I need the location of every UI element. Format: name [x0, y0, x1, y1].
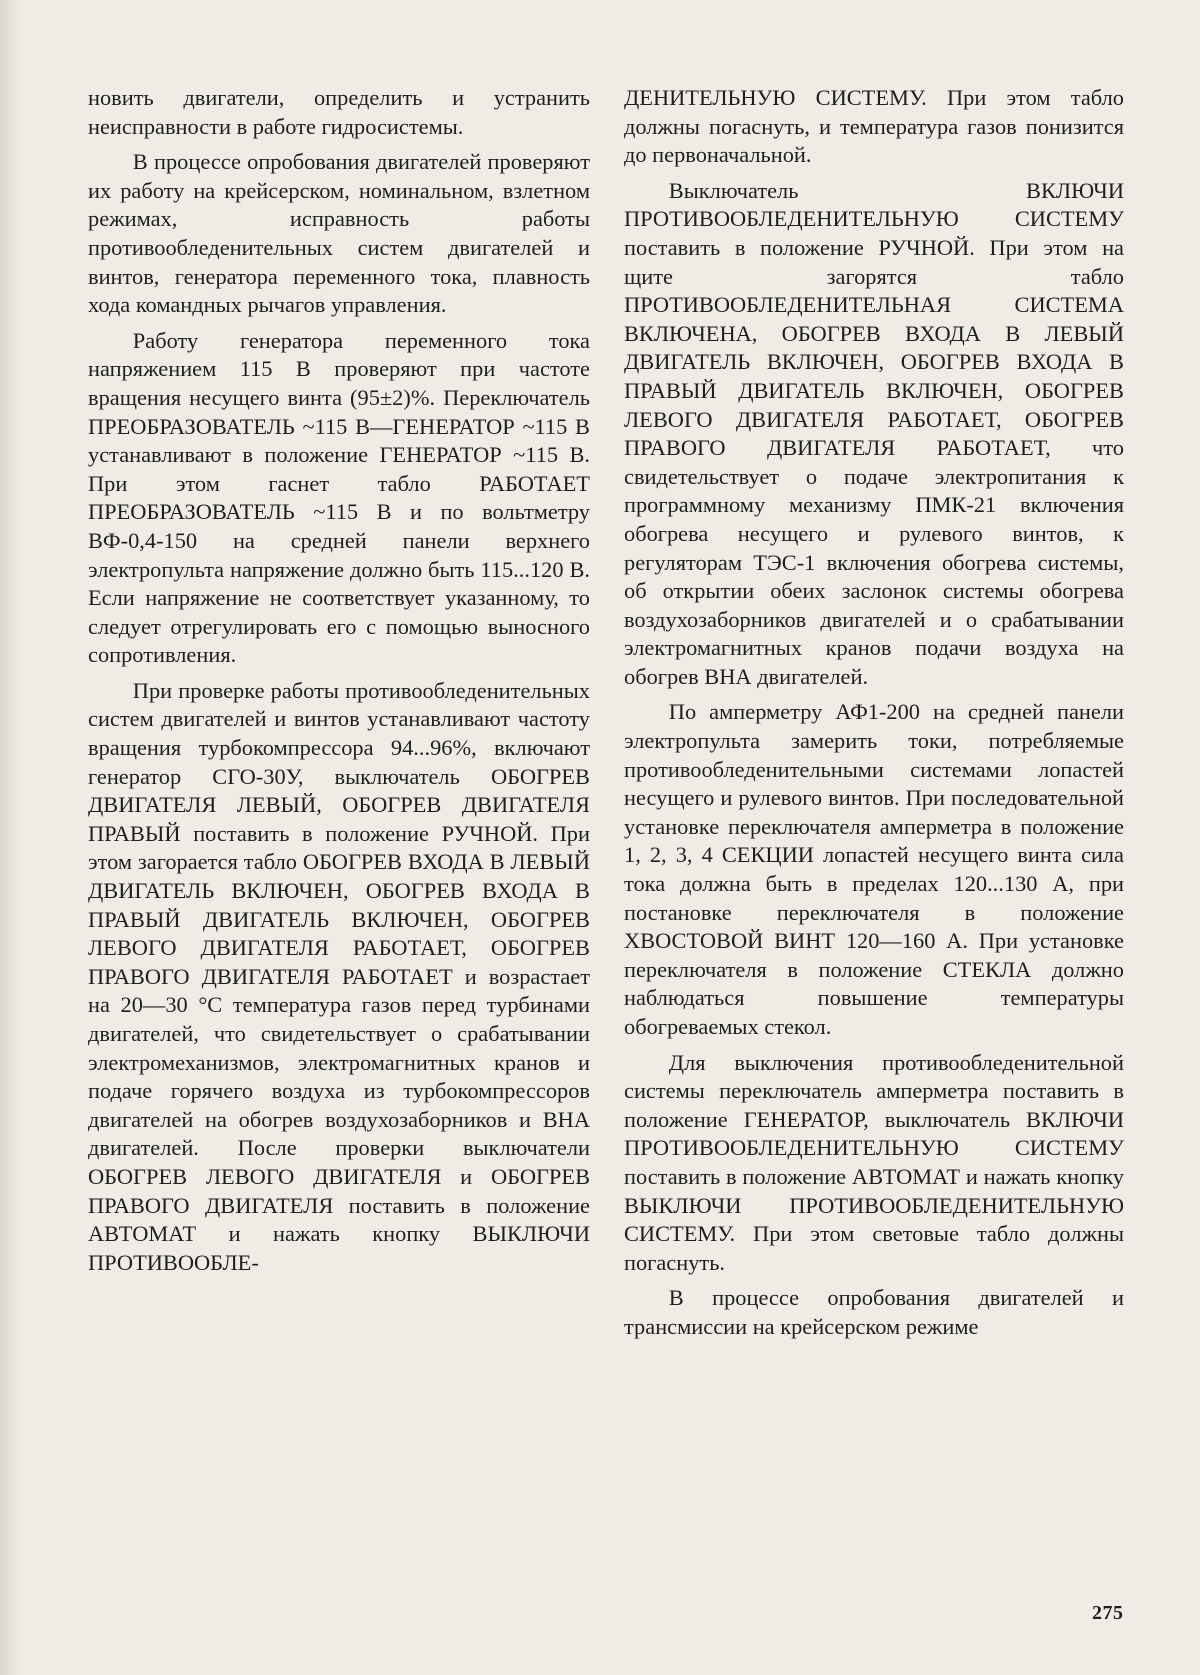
paragraph: В процессе опробования двигателей проверяют их работу на крейсерском, номинальном, взлетном режимах, исправность работы противообледенительных систем двигателей и винтов, генератора переменного тока, плавность хода командных рычагов управления. — [88, 149, 590, 318]
paragraph: Работу генератора переменного тока напряжением 115 В проверяют при частоте вращения несущего винта (95±2)%. Переключатель ПРЕОБРАЗОВАТЕЛЬ ~115 В—ГЕНЕРАТОР ~115 В устанавливают в положение ГЕНЕРАТОР ~115 В. При этом гаснет табло РАБОТАЕТ ПРЕОБРАЗОВАТЕЛЬ ~115 В и по вольтметру ВФ-0,4-150 на средней панели верхнего электропульта напряжение должно быть 115...120 В. Если напряжение не соответствует указанному, то следует отрегулировать его с помощью выносного сопротивления. — [88, 327, 590, 668]
right-column — [624, 84, 1124, 1349]
paragraph: Выключатель ВКЛЮЧИ ПРОТИВООБЛЕДЕНИТЕЛЬНУЮ СИСТЕМУ поставить в положение РУЧНОЙ. При этом на щите загорятся табло ПРОТИВООБЛЕДЕНИТЕЛЬНАЯ СИСТЕМА ВКЛЮЧЕНА, ОБОГРЕВ ВХОДА В ЛЕВЫЙ ДВИГАТЕЛЬ ВКЛЮЧЕН, ОБОГРЕВ ВХОДА В ПРАВЫЙ ДВИГАТЕЛЬ ВКЛЮЧЕН, ОБОГРЕВ ЛЕВОГО ДВИГАТЕЛЯ РАБОТАЕТ, ОБОГРЕВ ПРАВОГО ДВИГАТЕЛЯ РАБОТАЕТ, что свидетельствует о подаче электропитания к программному механизму ПМК-21 включения обогрева несущего и рулевого винтов, к регуляторам ТЭС-1 включения обогрева системы, об открытии обеих заслонок системы обогрева воздухозаборников двигателей и о срабатывании электромагнитных кранов подачи воздуха на обогрев ВНА двигателей. — [624, 177, 1124, 689]
paragraph: При проверке работы противообледенительных систем двигателей и винтов устанавливают частоту вращения турбокомпрессора 94...96%, включают генератор СГО-30У, выключатель ОБОГРЕВ ДВИГАТЕЛЯ ЛЕВЫЙ, ОБОГРЕВ ДВИГАТЕЛЯ ПРАВЫЙ поставить в положение РУЧНОЙ. При этом загорается табло ОБОГРЕВ ВХОДА В ЛЕВЫЙ ДВИГАТЕЛЬ ВКЛЮЧЕН, ОБОГРЕВ ВХОДА В ПРАВЫЙ ДВИГАТЕЛЬ ВКЛЮЧЕН, ОБОГРЕВ ЛЕВОГО ДВИГАТЕЛЯ РАБОТАЕТ, ОБОГРЕВ ПРАВОГО ДВИГАТЕЛЯ РАБОТАЕТ и возрастает на 20—30 °С температура газов перед турбинами двигателей, что свидетельствует о срабатывании электромеханизмов, электромагнитных кранов и подаче горячего воздуха из турбокомпрессоров двигателей на обогрев воздухозаборников и ВНА двигателей. После проверки выключатели ОБОГРЕВ ЛЕВОГО ДВИГАТЕЛЯ и ОБОГРЕВ ПРАВОГО ДВИГАТЕЛЯ поставить в положение АВТОМАТ и нажать кнопку ВЫКЛЮЧИ ПРОТИВООБЛЕ- — [88, 677, 590, 1275]
left-column — [88, 84, 590, 1284]
paragraph: Для выключения противообледенительной системы переключатель амперметра поставить в положение ГЕНЕРАТОР, выключатель ВКЛЮЧИ ПРОТИВООБЛЕДЕНИТЕЛЬНУЮ СИСТЕМУ поставить в положение АВТОМАТ и нажать кнопку ВЫКЛЮЧИ ПРОТИВООБЛЕДЕНИТЕЛЬНУЮ СИСТЕМУ. При этом световые табло должны погаснуть. — [624, 1049, 1124, 1275]
page-number: 275 — [1092, 1602, 1124, 1624]
paragraph: По амперметру АФ1-200 на средней панели электропульта замерить токи, потребляемые противообледенительными системами лопастей несущего и рулевого винтов. При последовательной установке переключателя амперметра в положение 1, 2, 3, 4 СЕКЦИИ лопастей несущего винта сила тока должна быть в пределах 120...130 А, при постановке переключателя в положение ХВОСТОВОЙ ВИНТ 120—160 А. При установке переключателя в положение СТЕКЛА должно наблюдаться повышение температуры обогреваемых стекол. — [624, 699, 1124, 1039]
paragraph: новить двигатели, определить и устранить неисправности в работе гидросистемы. — [88, 85, 590, 139]
paragraph: В процессе опробования двигателей и трансмиссии на крейсерском режиме — [624, 1285, 1124, 1339]
paragraph: ДЕНИТЕЛЬНУЮ СИСТЕМУ. При этом табло должны погаснуть, и температура газов понизится до первоначальной. — [624, 85, 1124, 168]
